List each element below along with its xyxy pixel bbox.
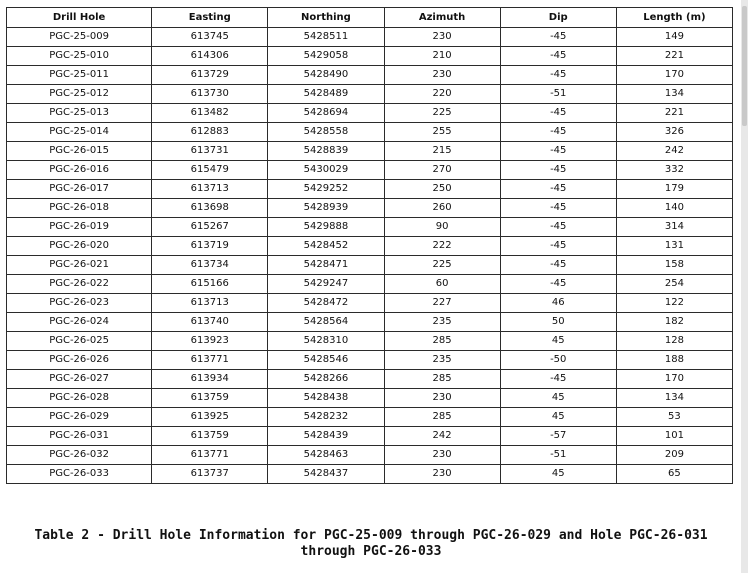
cell-northing: 5428694 — [268, 104, 384, 123]
cell-length: 242 — [616, 142, 732, 161]
cell-dip: -45 — [500, 275, 616, 294]
cell-northing: 5428471 — [268, 256, 384, 275]
drill-hole-table — [6, 7, 733, 484]
table-row — [7, 85, 733, 104]
table-row — [7, 199, 733, 218]
cell-dip: -50 — [500, 351, 616, 370]
header-drill-hole: Drill Hole — [7, 8, 152, 28]
table-row — [7, 218, 733, 237]
cell-length: 53 — [616, 408, 732, 427]
table-row — [7, 313, 733, 332]
cell-easting: 613759 — [152, 427, 268, 446]
cell-dip: -45 — [500, 104, 616, 123]
cell-length: 182 — [616, 313, 732, 332]
cell-drill-hole: PGC-25-009 — [7, 28, 152, 47]
table-row — [7, 408, 733, 427]
cell-azimuth: 230 — [384, 389, 500, 408]
table-row — [7, 66, 733, 85]
cell-easting: 613771 — [152, 446, 268, 465]
cell-length: 149 — [616, 28, 732, 47]
cell-northing: 5430029 — [268, 161, 384, 180]
table-row — [7, 465, 733, 484]
cell-drill-hole: PGC-26-023 — [7, 294, 152, 313]
header-length: Length (m) — [616, 8, 732, 28]
cell-northing: 5428310 — [268, 332, 384, 351]
cell-dip: -45 — [500, 161, 616, 180]
table-header-row — [7, 8, 733, 28]
table-row — [7, 28, 733, 47]
cell-northing: 5428564 — [268, 313, 384, 332]
table-row — [7, 446, 733, 465]
cell-azimuth: 285 — [384, 332, 500, 351]
cell-dip: 45 — [500, 332, 616, 351]
cell-drill-hole: PGC-26-026 — [7, 351, 152, 370]
cell-azimuth: 250 — [384, 180, 500, 199]
cell-northing: 5429058 — [268, 47, 384, 66]
cell-drill-hole: PGC-25-013 — [7, 104, 152, 123]
cell-azimuth: 90 — [384, 218, 500, 237]
cell-northing: 5428839 — [268, 142, 384, 161]
cell-azimuth: 270 — [384, 161, 500, 180]
cell-length: 158 — [616, 256, 732, 275]
cell-length: 332 — [616, 161, 732, 180]
table-row — [7, 370, 733, 389]
cell-length: 134 — [616, 85, 732, 104]
header-northing: Northing — [268, 8, 384, 28]
cell-azimuth: 242 — [384, 427, 500, 446]
cell-drill-hole: PGC-26-018 — [7, 199, 152, 218]
table-row — [7, 104, 733, 123]
cell-drill-hole: PGC-26-027 — [7, 370, 152, 389]
cell-azimuth: 215 — [384, 142, 500, 161]
cell-drill-hole: PGC-26-021 — [7, 256, 152, 275]
cell-azimuth: 230 — [384, 66, 500, 85]
cell-azimuth: 285 — [384, 370, 500, 389]
table-row — [7, 180, 733, 199]
table-row — [7, 294, 733, 313]
cell-length: 134 — [616, 389, 732, 408]
cell-length: 170 — [616, 66, 732, 85]
cell-dip: -45 — [500, 123, 616, 142]
table-row — [7, 237, 733, 256]
cell-length: 179 — [616, 180, 732, 199]
cell-dip: -57 — [500, 427, 616, 446]
cell-dip: 46 — [500, 294, 616, 313]
table-row — [7, 142, 733, 161]
cell-easting: 613734 — [152, 256, 268, 275]
cell-azimuth: 230 — [384, 446, 500, 465]
cell-easting: 613482 — [152, 104, 268, 123]
cell-easting: 613759 — [152, 389, 268, 408]
cell-easting: 613745 — [152, 28, 268, 47]
cell-length: 122 — [616, 294, 732, 313]
table-row — [7, 427, 733, 446]
cell-azimuth: 285 — [384, 408, 500, 427]
cell-easting: 613713 — [152, 180, 268, 199]
scrollbar-thumb[interactable] — [742, 6, 747, 126]
cell-azimuth: 227 — [384, 294, 500, 313]
cell-azimuth: 235 — [384, 313, 500, 332]
cell-azimuth: 60 — [384, 275, 500, 294]
cell-northing: 5428472 — [268, 294, 384, 313]
cell-dip: -45 — [500, 370, 616, 389]
cell-dip: -45 — [500, 199, 616, 218]
cell-azimuth: 255 — [384, 123, 500, 142]
cell-northing: 5428232 — [268, 408, 384, 427]
cell-easting: 613923 — [152, 332, 268, 351]
table-row — [7, 47, 733, 66]
cell-dip: -45 — [500, 237, 616, 256]
cell-easting: 613731 — [152, 142, 268, 161]
cell-length: 140 — [616, 199, 732, 218]
cell-length: 221 — [616, 104, 732, 123]
cell-drill-hole: PGC-26-025 — [7, 332, 152, 351]
cell-northing: 5428511 — [268, 28, 384, 47]
cell-drill-hole: PGC-25-011 — [7, 66, 152, 85]
cell-dip: -45 — [500, 66, 616, 85]
cell-northing: 5428439 — [268, 427, 384, 446]
cell-northing: 5428939 — [268, 199, 384, 218]
cell-drill-hole: PGC-26-022 — [7, 275, 152, 294]
cell-azimuth: 225 — [384, 104, 500, 123]
cell-azimuth: 260 — [384, 199, 500, 218]
vertical-scrollbar[interactable] — [741, 0, 748, 573]
table-caption: Table 2 - Drill Hole Information for PGC-25-009 through PGC-26-029 and Hole PGC-26-031 through PGC-26-033 — [34, 528, 708, 559]
cell-length: 128 — [616, 332, 732, 351]
cell-dip: 45 — [500, 465, 616, 484]
cell-easting: 613719 — [152, 237, 268, 256]
cell-drill-hole: PGC-26-019 — [7, 218, 152, 237]
cell-easting: 613730 — [152, 85, 268, 104]
cell-northing: 5428452 — [268, 237, 384, 256]
table-row — [7, 256, 733, 275]
cell-length: 131 — [616, 237, 732, 256]
cell-dip: 50 — [500, 313, 616, 332]
cell-northing: 5428266 — [268, 370, 384, 389]
cell-drill-hole: PGC-26-016 — [7, 161, 152, 180]
cell-azimuth: 222 — [384, 237, 500, 256]
cell-drill-hole: PGC-26-033 — [7, 465, 152, 484]
cell-northing: 5428437 — [268, 465, 384, 484]
table-row — [7, 332, 733, 351]
cell-easting: 613729 — [152, 66, 268, 85]
cell-northing: 5428558 — [268, 123, 384, 142]
cell-northing: 5428546 — [268, 351, 384, 370]
cell-azimuth: 230 — [384, 465, 500, 484]
cell-northing: 5428489 — [268, 85, 384, 104]
cell-length: 209 — [616, 446, 732, 465]
cell-azimuth: 220 — [384, 85, 500, 104]
cell-length: 170 — [616, 370, 732, 389]
cell-drill-hole: PGC-26-032 — [7, 446, 152, 465]
cell-northing: 5429888 — [268, 218, 384, 237]
cell-dip: -45 — [500, 142, 616, 161]
cell-drill-hole: PGC-26-020 — [7, 237, 152, 256]
cell-drill-hole: PGC-25-012 — [7, 85, 152, 104]
cell-northing: 5429252 — [268, 180, 384, 199]
cell-easting: 615166 — [152, 275, 268, 294]
cell-dip: -45 — [500, 180, 616, 199]
cell-dip: -45 — [500, 256, 616, 275]
cell-easting: 615479 — [152, 161, 268, 180]
cell-northing: 5428438 — [268, 389, 384, 408]
table-row — [7, 161, 733, 180]
cell-dip: -45 — [500, 47, 616, 66]
cell-length: 221 — [616, 47, 732, 66]
cell-northing: 5428463 — [268, 446, 384, 465]
cell-azimuth: 210 — [384, 47, 500, 66]
cell-length: 254 — [616, 275, 732, 294]
cell-dip: 45 — [500, 408, 616, 427]
cell-length: 326 — [616, 123, 732, 142]
cell-drill-hole: PGC-26-029 — [7, 408, 152, 427]
cell-dip: -51 — [500, 85, 616, 104]
cell-dip: -45 — [500, 218, 616, 237]
cell-easting: 613771 — [152, 351, 268, 370]
cell-drill-hole: PGC-25-010 — [7, 47, 152, 66]
cell-drill-hole: PGC-26-017 — [7, 180, 152, 199]
cell-length: 188 — [616, 351, 732, 370]
cell-easting: 614306 — [152, 47, 268, 66]
table-row — [7, 351, 733, 370]
header-dip: Dip — [500, 8, 616, 28]
cell-northing: 5429247 — [268, 275, 384, 294]
table-row — [7, 275, 733, 294]
cell-easting: 613737 — [152, 465, 268, 484]
cell-northing: 5428490 — [268, 66, 384, 85]
cell-length: 101 — [616, 427, 732, 446]
table-body — [7, 28, 733, 484]
cell-azimuth: 230 — [384, 28, 500, 47]
cell-easting: 613740 — [152, 313, 268, 332]
cell-drill-hole: PGC-26-028 — [7, 389, 152, 408]
header-easting: Easting — [152, 8, 268, 28]
cell-length: 314 — [616, 218, 732, 237]
cell-drill-hole: PGC-26-015 — [7, 142, 152, 161]
cell-easting: 613925 — [152, 408, 268, 427]
cell-easting: 612883 — [152, 123, 268, 142]
cell-drill-hole: PGC-26-031 — [7, 427, 152, 446]
cell-azimuth: 235 — [384, 351, 500, 370]
table-row — [7, 389, 733, 408]
cell-easting: 615267 — [152, 218, 268, 237]
table-row — [7, 123, 733, 142]
cell-dip: 45 — [500, 389, 616, 408]
cell-easting: 613934 — [152, 370, 268, 389]
cell-drill-hole: PGC-26-024 — [7, 313, 152, 332]
cell-length: 65 — [616, 465, 732, 484]
cell-easting: 613713 — [152, 294, 268, 313]
cell-dip: -45 — [500, 28, 616, 47]
cell-azimuth: 225 — [384, 256, 500, 275]
cell-dip: -51 — [500, 446, 616, 465]
cell-easting: 613698 — [152, 199, 268, 218]
header-azimuth: Azimuth — [384, 8, 500, 28]
cell-drill-hole: PGC-25-014 — [7, 123, 152, 142]
